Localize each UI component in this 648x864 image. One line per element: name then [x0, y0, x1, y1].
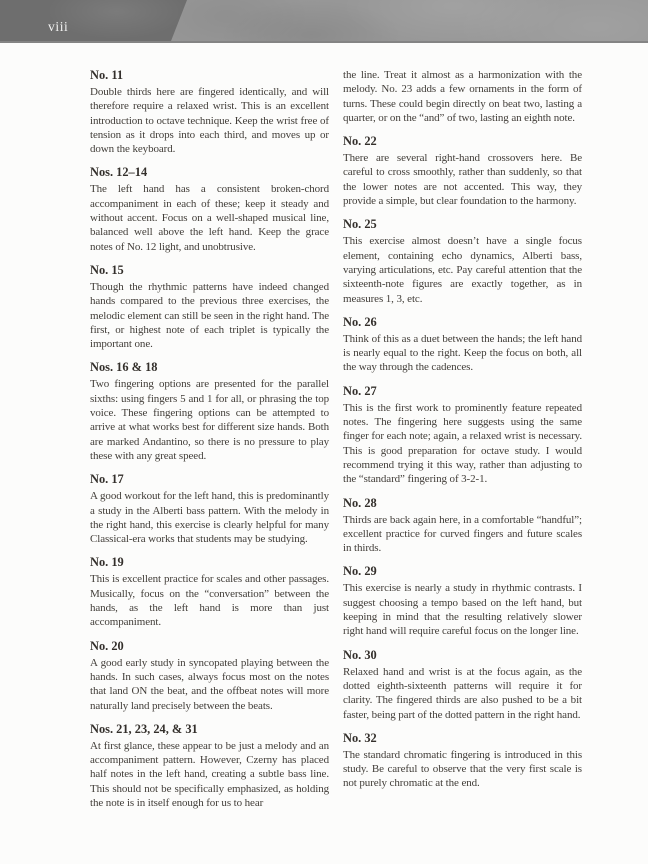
exercise-note	[343, 315, 582, 375]
exercise-note	[90, 555, 329, 629]
exercise-note	[90, 360, 329, 463]
exercise-note	[343, 648, 582, 722]
exercise-heading: No. 17	[90, 472, 124, 487]
page-header	[0, 0, 648, 43]
exercise-note	[90, 68, 329, 156]
exercise-paragraph: The left hand has a consistent broken-chord accompaniment in each of these; keep it steady and without accent. Focus on a well-shaped musical line, balanced well above the left hand. Keep the grace notes of No. 12 light, and unobtrusive.	[90, 183, 329, 253]
exercise-note	[90, 722, 329, 810]
exercise-paragraph: This is the first work to prominently feature repeated notes. The fingering here suggests using the same finger for each note; again, a relaxed wrist is necessary. This is good preparation for octave study. I would recommend trying it this way, rather than adjusting to the “standard” fingering of 3-2-1.	[343, 401, 582, 486]
page-number: viii	[48, 19, 69, 34]
exercise-heading: No. 32	[343, 730, 377, 745]
exercise-heading: No. 27	[343, 383, 377, 398]
exercise-heading: No. 15	[90, 262, 124, 277]
exercise-paragraph: the line. Treat it almost as a harmonization with the melody. No. 23 adds a few ornaments in the form of turns. These could begin directly on beat two, lasting a quarter, or on the “and” of two, lasting an eighth note.	[343, 69, 582, 124]
exercise-note	[343, 384, 582, 487]
exercise-paragraph: Two fingering options are presented for the parallel sixths: using fingers 5 and 1 for all, or phrasing the top voice. These fingering options can be attempted to arrive at what works best for different size hands. Both are marked Andantino, so there is no pressure to play these with any great speed.	[90, 378, 329, 462]
exercise-paragraph: A good workout for the left hand, this is predominantly a study in the Alberti bass pattern. With the melody in the right hand, this exercise is clearly helpful for many Classical-era works that students may be studying.	[90, 490, 329, 546]
exercise-note	[90, 472, 329, 546]
left-column	[90, 68, 329, 810]
exercise-heading: No. 30	[343, 647, 377, 662]
exercise-note	[343, 564, 582, 638]
exercise-paragraph: Think of this as a duet between the hands; the left hand is nearly equal to the right. Keep the focus on both, all the way through the cadences.	[343, 332, 582, 374]
exercise-note	[90, 263, 329, 351]
exercise-paragraph: Though the rhythmic patterns have indeed changed hands compared to the previous three exercises, the melodic element can still be seen in the right hand. The first, or highest note of each triplet is typically the important one.	[90, 280, 329, 351]
exercise-heading: No. 26	[343, 314, 377, 329]
exercise-paragraph: This exercise almost doesn’t have a single focus element, containing echo dynamics, Alberti bass, varying articulations, etc. Pay careful attention that the sixteenth-note figures are exactly together, as in measures 1, 3, etc.	[343, 235, 582, 305]
exercise-note	[90, 639, 329, 713]
right-column	[343, 68, 582, 810]
exercise-paragraph: There are several right-hand crossovers here. Be careful to cross smoothly, rather than suddenly, so that the lower notes are not accented. This way, they provide a simple, but clear foundation to the harmony.	[343, 152, 582, 208]
exercise-heading: No. 28	[343, 495, 377, 510]
exercise-paragraph: Thirds are back again here, in a comfortable “handful”; excellent practice for curved fingers and future scales in thirds.	[343, 513, 582, 555]
exercise-note	[90, 165, 329, 253]
content	[90, 43, 582, 810]
exercise-note	[343, 496, 582, 556]
exercise-heading: No. 20	[90, 638, 124, 653]
exercise-note	[343, 217, 582, 305]
exercise-heading: Nos. 21, 23, 24, & 31	[90, 721, 198, 736]
exercise-note	[343, 134, 582, 208]
exercise-heading: No. 11	[90, 68, 124, 82]
exercise-heading: No. 19	[90, 555, 124, 570]
exercise-paragraph: The standard chromatic fingering is introduced in this study. Be careful to observe that the very first scale is not purely chromatic at the end.	[343, 748, 582, 790]
header-dark-band	[0, 0, 648, 41]
exercise-heading: Nos. 16 & 18	[90, 360, 158, 375]
exercise-heading: Nos. 12–14	[90, 165, 148, 180]
exercise-paragraph: At first glance, these appear to be just a melody and an accompaniment pattern. However, Czerny has placed half notes in the left hand, creating a subtle bass line. This should not be specifically emphasized, as holding the note is in itself enough for us to hear	[90, 739, 329, 809]
exercise-paragraph: This is excellent practice for scales and other passages. Musically, focus on the “conversation” between the hands, as the left hand is more than just accompaniment.	[90, 573, 329, 629]
exercise-note-continuation	[343, 68, 582, 125]
exercise-heading: No. 22	[343, 134, 377, 149]
exercise-note	[343, 731, 582, 791]
exercise-paragraph: This exercise is nearly a study in rhythmic contrasts. I suggest choosing a tempo based on the left hand, but keeping in mind that the resulting relatively slower right hand will require careful focus on the longer line.	[343, 582, 582, 638]
exercise-heading: No. 25	[343, 217, 377, 232]
exercise-paragraph: A good early study in syncopated playing between the hands. In such cases, always focus most on the notes that land ON the beat, and the offbeat notes will more naturally land precisely between the beats.	[90, 656, 329, 712]
exercise-heading: No. 29	[343, 564, 377, 579]
exercise-paragraph: Relaxed hand and wrist is at the focus again, as the dotted eighth-sixteenth patterns will require it for clarity. The fingered thirds are also pushed to be a bit faster, being part of the dotted pattern in the right hand.	[343, 665, 582, 721]
exercise-paragraph: Double thirds here are fingered identically, and will therefore require a relaxed wrist. This is an excellent introduction to octave technique. Keep the wrist free of tension as it drops into each third, and moves up or down the keyboard.	[90, 86, 329, 156]
